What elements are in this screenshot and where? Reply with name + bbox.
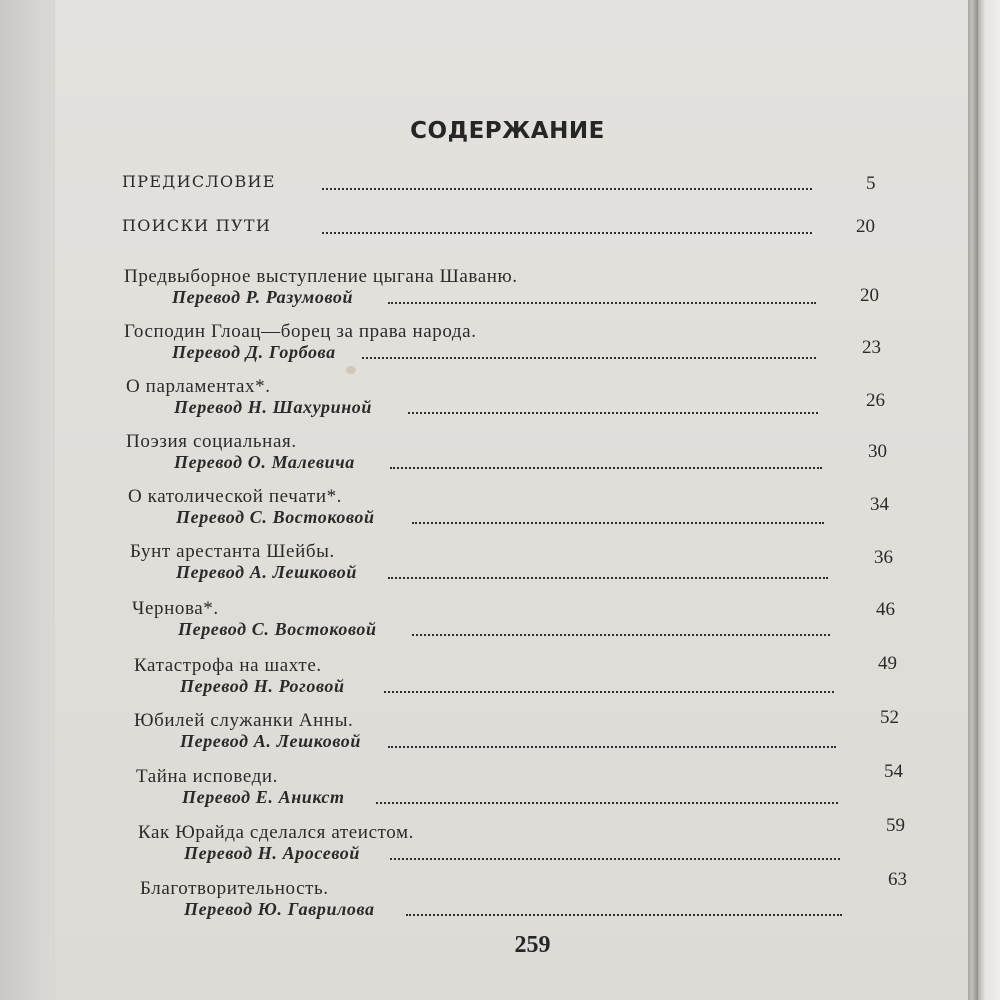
entry-translator: Перевод Е. Аникст <box>182 787 345 807</box>
section-search-page: 20 <box>856 216 875 237</box>
entry-leader <box>412 522 824 524</box>
entry-translator: Перевод Н. Роговой <box>180 676 345 696</box>
entry-page: 20 <box>860 285 879 306</box>
entry-title: Господин Глоац—борец за права народа. <box>124 321 477 342</box>
entry-title: Чернова*. <box>132 598 219 619</box>
entry-title: Предвыборное выступление цыгана Шаваню. <box>124 266 518 287</box>
entry-translator: Перевод Н. Шахуриной <box>174 397 373 417</box>
entry-leader <box>408 412 818 414</box>
entry-title: О католической печати*. <box>128 486 343 507</box>
entry-leader <box>388 302 816 304</box>
entry-leader <box>406 914 842 916</box>
entry-title: Как Юрайда сделался атеистом. <box>138 822 414 843</box>
toc-heading: СОДЕРЖАНИЕ <box>410 118 605 144</box>
entry-title: Тайна исповеди. <box>136 766 278 787</box>
entry-title: О парламентах*. <box>126 376 271 397</box>
entry-page: 49 <box>878 653 897 674</box>
page-number: 259 <box>514 932 551 958</box>
entry-title: Благотворительность. <box>140 878 329 899</box>
entry-translator: Перевод О. Малевича <box>174 452 355 472</box>
entry-page: 63 <box>888 869 907 890</box>
entry-page: 52 <box>880 707 899 728</box>
entry-title: Катастрофа на шахте. <box>134 655 322 676</box>
entry-translator: Перевод Р. Разумовой <box>172 287 354 307</box>
section-search-label: ПОИСКИ ПУТИ <box>122 216 272 235</box>
entry-page: 26 <box>866 390 885 411</box>
section-preface-page: 5 <box>866 173 876 194</box>
entry-leader <box>388 577 828 579</box>
entry-translator: Перевод С. Востоковой <box>178 619 377 639</box>
section-preface-leader <box>322 188 812 190</box>
entry-title: Поэзия социальная. <box>126 431 297 452</box>
page-edge <box>968 0 978 1000</box>
entry-leader <box>390 858 840 860</box>
entry-leader <box>388 746 836 748</box>
entry-translator: Перевод С. Востоковой <box>176 507 375 527</box>
entry-page: 54 <box>884 761 903 782</box>
entry-page: 30 <box>868 441 887 462</box>
entry-page: 59 <box>886 815 905 836</box>
entry-page: 36 <box>874 547 893 568</box>
entry-translator: Перевод Ю. Гаврилова <box>184 899 375 919</box>
paper-stain <box>346 366 356 374</box>
entry-title: Бунт арестанта Шейбы. <box>130 541 335 562</box>
section-preface-label: ПРЕДИСЛОВИЕ <box>122 172 276 191</box>
entry-leader <box>362 357 816 359</box>
entry-translator: Перевод А. Лешковой <box>176 562 357 582</box>
entry-title: Юбилей служанки Анны. <box>134 710 354 731</box>
entry-translator: Перевод Н. Аросевой <box>184 843 360 863</box>
entry-translator: Перевод А. Лешковой <box>180 731 361 751</box>
entry-leader <box>376 802 838 804</box>
entry-leader <box>390 467 822 469</box>
entry-translator: Перевод Д. Горбова <box>172 342 336 362</box>
entry-page: 34 <box>870 494 889 515</box>
entry-leader <box>412 634 830 636</box>
section-search-leader <box>322 232 812 234</box>
entry-page: 23 <box>862 337 881 358</box>
entry-leader <box>384 691 834 693</box>
entry-page: 46 <box>876 599 895 620</box>
